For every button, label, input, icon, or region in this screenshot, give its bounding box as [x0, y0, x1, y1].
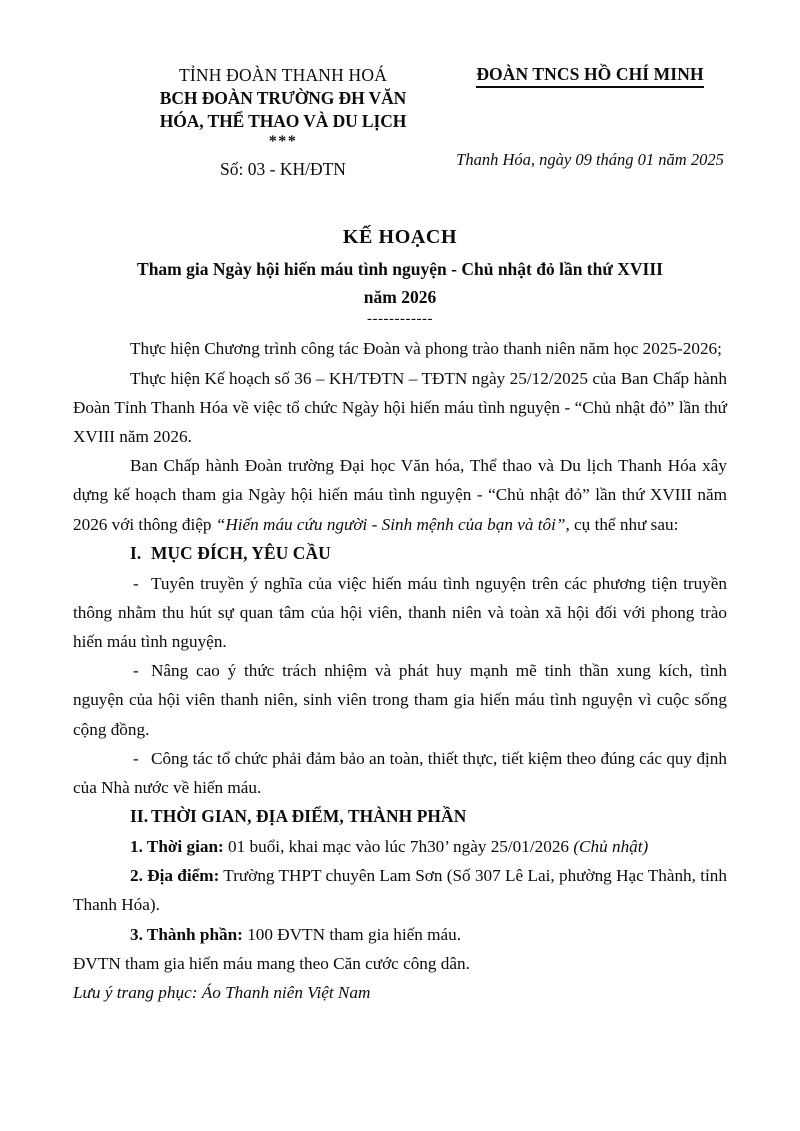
document-subtitle-line1: Tham gia Ngày hội hiến máu tình nguyện - Chủ nhật đỏ lần thứ XVIII	[137, 259, 663, 279]
document-title-block	[0, 226, 800, 327]
national-title: ĐOÀN TNCS HỒ CHÍ MINH	[476, 64, 703, 88]
title-divider: ------------	[367, 311, 433, 328]
section-1-bullet-3	[73, 744, 727, 802]
section-2-item-location	[73, 861, 727, 919]
document-number: Số: 03 - KH/ĐTN	[220, 158, 346, 179]
section-2-numeral: II.	[130, 806, 149, 827]
paragraph-intro-1: Thực hiện Chương trình công tác Đoàn và phong trào thanh niên năm học 2025-2026;	[130, 339, 722, 359]
provincial-union-name: TỈNH ĐOÀN THANH HOÁ	[178, 65, 388, 85]
bullet-text: Tuyên truyền ý nghĩa của việc hiến máu tình nguyện trên các phương tiện truyền thông nhằm thu hút sự quan tâm của hội viên, thanh niên và toàn xã hội đối với phong trào hiến máu tình nguyện.	[73, 573, 727, 651]
dress-code-note: Lưu ý trang phục: Áo Thanh niên Việt Nam	[73, 983, 371, 1003]
bullet-marker: -	[133, 573, 139, 593]
paragraph-intro-3-text-after: , cụ thể như sau:	[565, 514, 679, 534]
item-label-time: 1. Thời gian:	[130, 836, 224, 856]
document-subtitle	[0, 256, 800, 311]
section-2-item-time	[73, 832, 727, 861]
bullet-marker: -	[133, 661, 139, 681]
document-body	[0, 334, 800, 1007]
item-value-location: Trường THPT chuyên Lam Sơn (Số 307 Lê Lai, phường Hạc Thành, tỉnh Thanh Hóa).	[73, 866, 727, 915]
document-subtitle-line2: năm 2026	[363, 286, 437, 307]
bullet-text: Nâng cao ý thức trách nhiệm và phát huy mạnh mẽ tinh thần xung kích, tình nguyện của hội viên thanh niên, sinh viên trong tham gia hiến máu tình nguyện vì cuộc sống cộng đồng.	[73, 661, 727, 739]
header-star-separator: ***	[268, 133, 298, 151]
campaign-slogan: “Hiến máu cứu người - Sinh mệnh của bạn và tôi”	[215, 514, 566, 534]
section-1-bullet-1	[73, 569, 727, 657]
page-title: KẾ HOẠCH	[342, 226, 458, 248]
header-right-column	[430, 64, 750, 170]
school-union-name-line2: HÓA, THỂ THAO VÀ DU LỊCH	[159, 110, 407, 131]
item-value-time: 01 buổi, khai mạc vào lúc 7h30’ ngày 25/01/2026	[223, 836, 574, 856]
document-header	[0, 64, 800, 204]
section-2-title: THỜI GIAN, ĐỊA ĐIỂM, THÀNH PHẦN	[151, 806, 467, 827]
section-1-numeral: I.	[130, 542, 142, 563]
section-heading-2	[73, 802, 727, 832]
paragraph-intro-3-text-before: Ban Chấp hành Đoàn trường Đại học Văn hóa, Thể thao và Du lịch Thanh Hóa xây dựng kế hoạch tham gia Ngày hội hiến máu tình nguyện - “Chủ nhật đỏ” lần thứ XVIII năm 2026 với thông điệp	[73, 456, 727, 534]
item-value-participants: 100 ĐVTN tham gia hiến máu.	[242, 924, 462, 944]
header-left-column	[118, 64, 448, 181]
participants-id-requirement: ĐVTN tham gia hiến máu mang theo Căn cước công dân.	[73, 953, 470, 973]
paragraph-intro-3	[73, 451, 727, 539]
place-and-date: Thanh Hóa, ngày 09 tháng 01 năm 2025	[456, 150, 724, 169]
school-union-name-line1: BCH ĐOÀN TRƯỜNG ĐH VĂN	[159, 87, 407, 108]
national-title-wrapper	[430, 64, 750, 88]
item-note-weekday: (Chủ nhật)	[573, 836, 649, 856]
section-1-bullet-2	[73, 656, 727, 744]
item-label-location: 2. Địa điểm:	[130, 866, 220, 886]
item-label-participants: 3. Thành phần:	[130, 924, 243, 944]
bullet-text: Công tác tổ chức phải đảm bảo an toàn, thiết thực, tiết kiệm theo đúng các quy định của Nhà nước về hiến máu.	[73, 748, 727, 798]
section-heading-1	[73, 539, 727, 569]
section-1-title: MỤC ĐÍCH, YÊU CẦU	[151, 542, 331, 563]
bullet-marker: -	[133, 748, 139, 768]
section-2-item-participants	[73, 920, 727, 949]
paragraph-intro-2: Thực hiện Kế hoạch số 36 – KH/TĐTN – TĐTN ngày 25/12/2025 của Ban Chấp hành Đoàn Tỉnh Thanh Hóa về việc tổ chức Ngày hội hiến máu tình nguyện - “Chủ nhật đỏ” lần thứ XVIII năm 2026.	[73, 368, 727, 446]
